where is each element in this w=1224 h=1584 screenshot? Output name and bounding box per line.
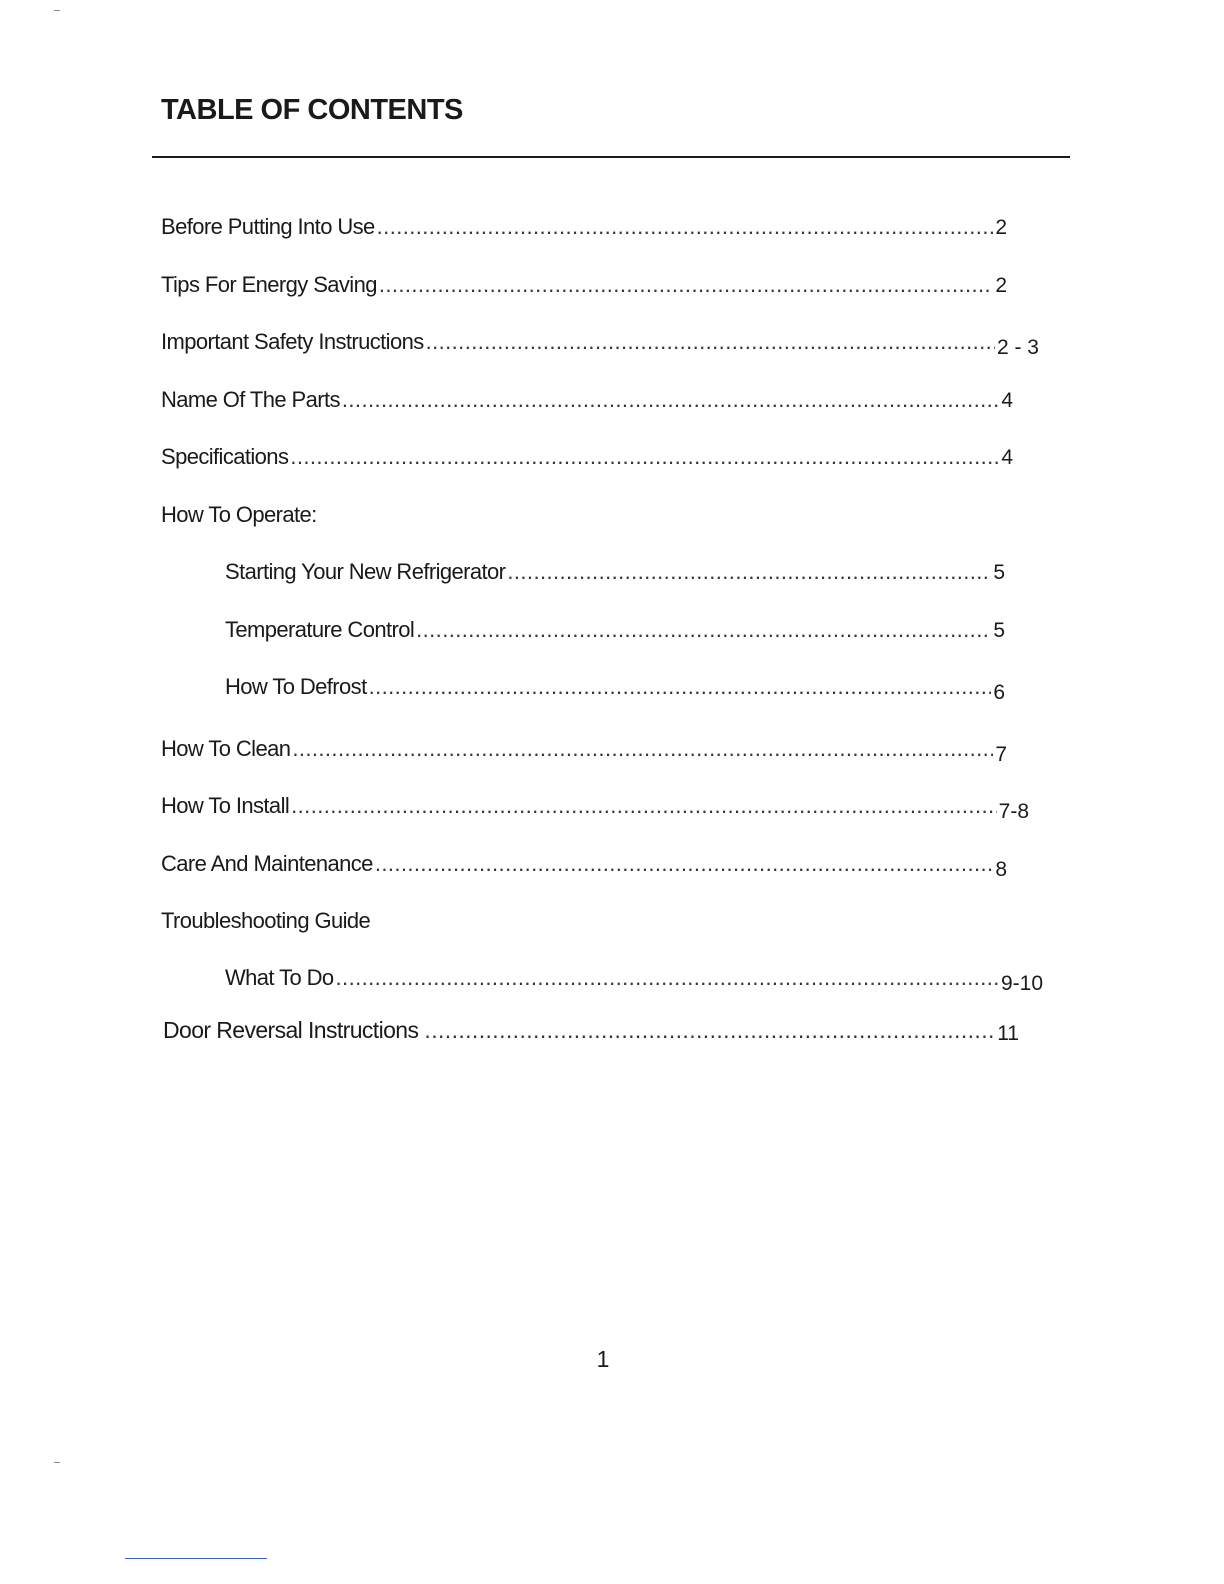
- toc-entry-page: 5: [993, 561, 1005, 584]
- toc-entry-page: 6: [993, 681, 1005, 704]
- toc-dot-leader: [426, 328, 995, 356]
- toc-entry-label: How To Operate:: [161, 502, 317, 527]
- toc-entry-label: Care And Maintenance: [161, 851, 373, 876]
- toc-entry-label: Troubleshooting Guide: [161, 908, 371, 933]
- toc-dot-leader: [369, 673, 992, 701]
- toc-entry-name-of-the-parts[interactable]: [161, 386, 1013, 415]
- toc-entry-care-and-maintenance[interactable]: [161, 850, 1007, 879]
- toc-entry-page: 2: [995, 274, 1007, 297]
- toc-entry-page: 2: [995, 216, 1007, 239]
- toc-dot-leader: [336, 964, 999, 992]
- title-divider: [152, 156, 1070, 158]
- toc-entry-specifications[interactable]: [161, 443, 1013, 472]
- bottom-underline-decoration: [125, 1558, 267, 1559]
- crop-mark-top: [54, 10, 60, 11]
- toc-entry-label: Tips For Energy Saving: [161, 272, 377, 297]
- toc-dot-leader: [292, 735, 993, 763]
- toc-entry-starting-your-new-refrigerator[interactable]: [225, 558, 1005, 587]
- toc-entry-label: Temperature Control: [225, 617, 415, 642]
- toc-entry-label: Specifications: [161, 444, 289, 469]
- toc-entry-important-safety-instructions[interactable]: [161, 328, 1039, 357]
- toc-entry-label: Important Safety Instructions: [161, 329, 424, 354]
- toc-entry-how-to-install[interactable]: [161, 792, 1029, 821]
- page-number: 1: [596, 1346, 610, 1372]
- toc-entry-how-to-defrost[interactable]: [225, 673, 1005, 702]
- toc-entry-label: How To Clean: [161, 736, 291, 761]
- toc-dot-leader: [416, 616, 991, 644]
- toc-entry-label: How To Install: [161, 793, 290, 818]
- toc-entry-page: 9-10: [1000, 972, 1043, 995]
- toc-entry-door-reversal-instructions[interactable]: [163, 1016, 1019, 1046]
- toc-dot-leader: [375, 850, 993, 878]
- toc-dot-leader: [379, 271, 993, 299]
- toc-entry-how-to-clean[interactable]: [161, 735, 1007, 764]
- toc-entry-page: 2 - 3: [996, 336, 1039, 359]
- toc-entry-label: Starting Your New Refrigerator: [225, 559, 506, 584]
- toc-section-troubleshooting-guide[interactable]: [161, 907, 370, 935]
- toc-entry-label: How To Defrost: [225, 674, 367, 699]
- toc-entry-temperature-control[interactable]: [225, 616, 1005, 645]
- toc-entry-before-putting-into-use[interactable]: [161, 213, 1007, 242]
- toc-entry-label: What To Do: [225, 965, 334, 990]
- toc-dot-leader: [342, 386, 999, 414]
- toc-entry-label: Door Reversal Instructions: [163, 1017, 419, 1043]
- toc-dot-leader: [377, 213, 994, 241]
- toc-dot-leader: [290, 443, 999, 471]
- toc-entry-page: 4: [1001, 446, 1013, 469]
- toc-entry-label: Name Of The Parts: [161, 387, 340, 412]
- toc-section-how-to-operate[interactable]: [161, 501, 317, 529]
- toc-entry-page: 7-8: [998, 800, 1029, 823]
- toc-entry-page: 7: [995, 743, 1007, 766]
- toc-entry-tips-for-energy-saving[interactable]: [161, 271, 1007, 300]
- toc-entry-page: 11: [997, 1022, 1019, 1045]
- toc-entry-page: 8: [995, 858, 1007, 881]
- toc-dot-leader: [424, 1016, 995, 1044]
- toc-dot-leader: [507, 558, 991, 586]
- toc-entry-what-to-do[interactable]: [225, 964, 1043, 993]
- toc-entry-label: Before Putting Into Use: [161, 214, 375, 239]
- toc-entry-page: 4: [1001, 389, 1013, 412]
- toc-entry-page: 5: [993, 619, 1005, 642]
- crop-mark-bottom: [54, 1462, 60, 1463]
- page-title: TABLE OF CONTENTS: [161, 94, 463, 126]
- toc-dot-leader: [291, 792, 996, 820]
